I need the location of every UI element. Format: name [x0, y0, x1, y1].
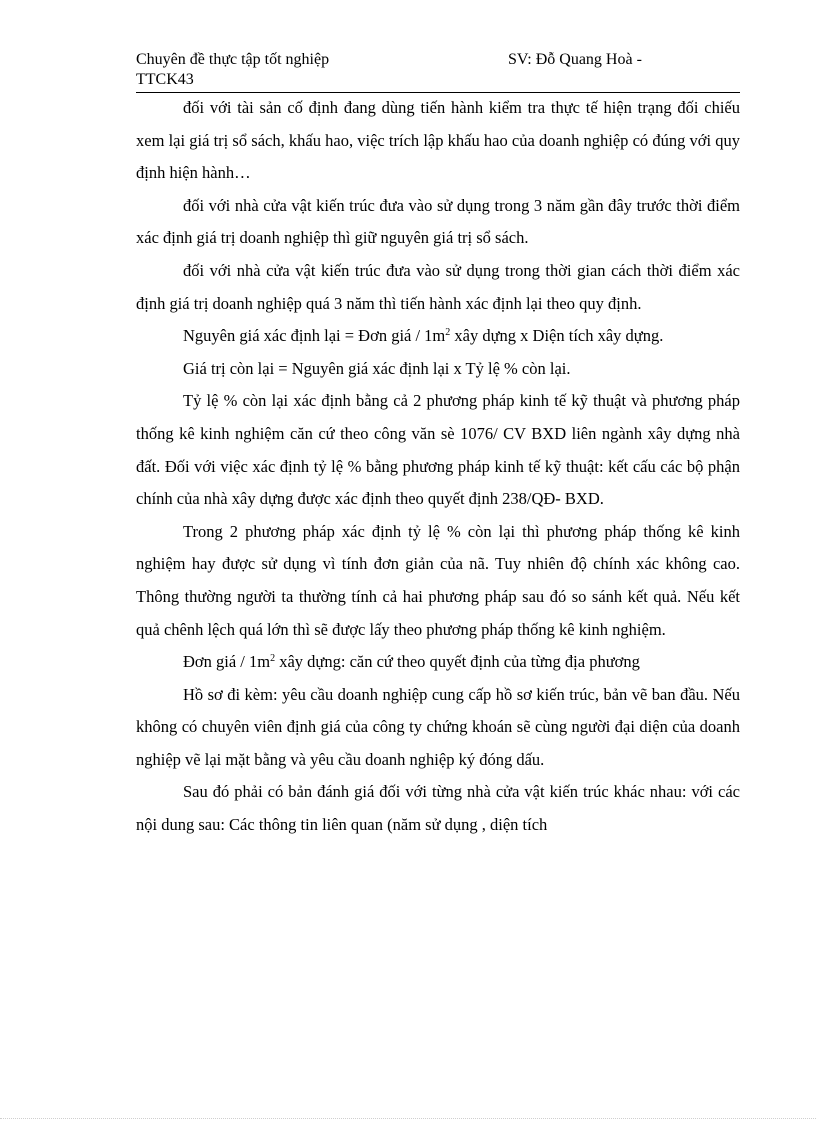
paragraph-remaining-ratio: Tỷ lệ % còn lại xác định bằng cả 2 phương pháp kinh tế kỹ thuật và phương pháp thống kê kinh nghiệm căn cứ theo công văn sè 1076/ CV BXD liên ngành xây dựng nhà đất. Đối với việc xác định tỷ lệ % bằng phương pháp kinh tế kỹ thuật: kết cấu các bộ phận chính của nhà xây dựng được xác định theo quyết định 238/QĐ- BXD.: [136, 391, 740, 509]
page-bottom-edge: [0, 1118, 816, 1119]
paragraph-attached-records: Hồ sơ đi kèm: yêu cầu doanh nghiệp cung cấp hồ sơ kiến trúc, bản vẽ ban đầu. Nếu không có chuyên viên định giá của công ty chứng khoán sẽ cùng người đại diện của doanh nghiệp vẽ lại mặt bằng và yêu cầu doanh nghiệp ký đóng dấu.: [136, 684, 740, 769]
paragraph-recent-buildings: đối với nhà cửa vật kiến trúc đưa vào sử dụng trong 3 năm gần đây trước thời điểm xác định giá trị doanh nghiệp thì giữ nguyên giá trị sổ sách.: [136, 195, 740, 248]
formula-residual-value: Giá trị còn lại = Nguyên giá xác định lại x Tỷ lệ % còn lại.: [183, 358, 571, 378]
paragraph-assessment: Sau đó phải có bản đánh giá đối với từng nhà cửa vật kiến trúc khác nhau: với các nội dung sau: Các thông tin liên quan (năm sử dụng , diện tích: [136, 782, 740, 835]
header-document-title: Chuyên đề thực tập tốt nghiệp: [136, 51, 330, 68]
paragraph-method-comparison: Trong 2 phương pháp xác định tỷ lệ % còn lại thì phương pháp thống kê kinh nghiệm hay được sử dụng vì tính đơn giản của nã. Tuy nhiên độ chính xác không cao. Thông thường người ta thường tính cả hai phương pháp sau đó so sánh kết quả. Nếu kết quả chênh lệch quá lớn thì sẽ được lấy theo phương pháp thống kê kinh nghiệm.: [136, 521, 740, 639]
paragraph-unit-price: Đơn giá / $1m^2$ xây dựng: căn cứ theo quyết định của từng địa phương: [183, 652, 640, 672]
paragraph-fixed-assets: đối với tài sản cố định đang dùng tiến hành kiểm tra thực tế hiện trạng đối chiếu xem lại giá trị sổ sách, khấu hao, việc trích lập khấu hao của doanh nghiệp có đúng với quy định hiện hành…: [136, 98, 740, 183]
paragraph-older-buildings: đối với nhà cửa vật kiến trúc đưa vào sử dụng trong thời gian cách thời điểm xác định giá trị doanh nghiệp quá 3 năm thì tiến hành xác định lại theo quy định.: [136, 260, 740, 313]
document-body: [136, 92, 740, 842]
formula-revalued-cost: Nguyên giá xác định lại = Đơn giá / $1m^2$ xây dựng x Diện tích xây dựng.: [183, 326, 664, 346]
header-student-name: SV: Đỗ Quang Hoà -: [508, 51, 642, 68]
header-class-code: TTCK43: [136, 71, 194, 88]
